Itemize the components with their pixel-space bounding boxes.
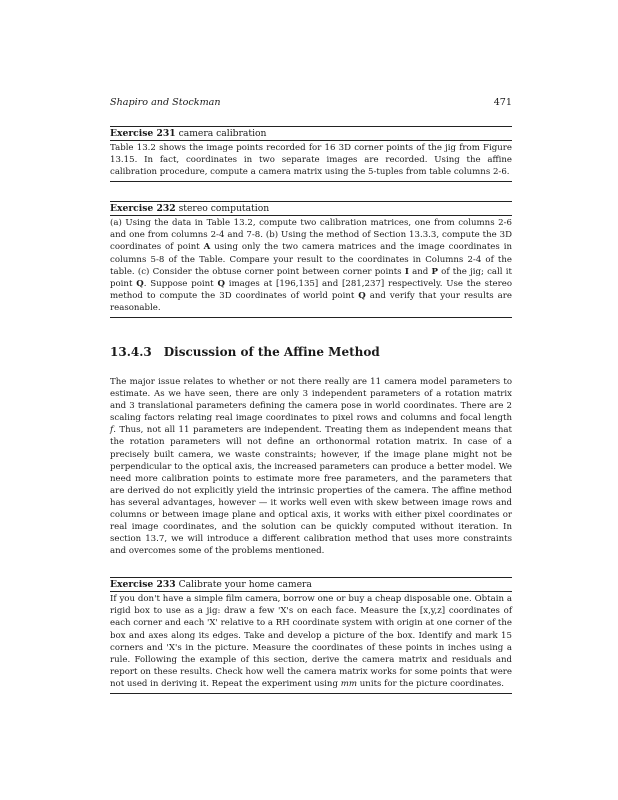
page-number: 471 bbox=[493, 97, 512, 108]
bold-term: A bbox=[203, 242, 211, 253]
text-run: using only the two camera matrices and the image coordinates in columns 5-8 of the Table. Compare your result to the coordinates in Columns 2-4 of the table. (c) Consider the obtuse corner point between corner points bbox=[110, 242, 512, 277]
text-run: . Suppose point bbox=[143, 279, 218, 290]
exercise-title bbox=[110, 202, 512, 214]
discussion-paragraph bbox=[110, 376, 512, 557]
exercise-title bbox=[110, 578, 512, 590]
bold-term: Q bbox=[358, 291, 366, 302]
text-run: (a) Using the data in Table 13.2, compute two calibration matrices, one from columns 2-6 and one from columns 2-4 and 7-8. (b) Using the method of Section 13.3.3, compute the 3D coordinates of point bbox=[110, 218, 512, 253]
exercise-body bbox=[110, 217, 512, 315]
text-run: and bbox=[408, 266, 432, 277]
text-run: units for the picture coordinates. bbox=[357, 679, 504, 690]
exercise-label: Exercise 232 bbox=[110, 203, 176, 214]
exercise-title-rule bbox=[110, 591, 512, 592]
exercise-label: Exercise 231 bbox=[110, 128, 176, 139]
exercise-body: Table 13.2 shows the image points recorded for 16 3D corner points of the jig from Figure 13.15. In fact, coordinates in two separate images are recorded. Using the affine calibration procedure, compute a camera matrix using the 5-tuples from table columns 2-6. bbox=[110, 143, 512, 178]
bold-term: P bbox=[431, 266, 438, 277]
italic-term: mm bbox=[340, 679, 358, 690]
section-title: Discussion of the Affine Method bbox=[163, 345, 380, 359]
exercise-title-rule bbox=[110, 140, 512, 141]
exercise-bottom-rule bbox=[110, 317, 512, 318]
running-head-authors: Shapiro and Stockman bbox=[110, 97, 221, 108]
exercise-label: Exercise 233 bbox=[110, 579, 176, 590]
exercise-title bbox=[110, 127, 512, 139]
exercise-title-rule bbox=[110, 215, 512, 216]
exercise-body bbox=[110, 593, 512, 691]
bold-term: Q bbox=[136, 279, 144, 290]
text-run: of the jig; call it point bbox=[110, 266, 512, 290]
text-run: If you don't have a simple film camera, borrow one or buy a cheap disposable one. Obtain a rigid box to use as a jig: draw a few 'X's on each face. Measure the [x,y,z] coordinates of each corner and each 'X' relative to a RH coordinate system with origin at one corner of the box and axes along its edges. Take and develop a picture of the box. Identify and mark 15 corners and 'X's in the picture. Measure the coordinates of these points in inches using a rule. Following the example of this section, derive the camera matrix and residuals and report on these results. Check how well the camera matrix works for some points that were not used in deriving it. Repeat the experiment using bbox=[110, 594, 512, 690]
bold-term: Q bbox=[217, 279, 225, 290]
text-run: . Thus, not all 11 parameters are independent. Treating them as independent means that the rotation parameters will not define an orthonormal rotation matrix. In case of a precisely built camera, we waste constraints; however, if the image plane might not be perpendicular to the optical axis, the increased parameters can produce a better model. We need more calibration points to estimate more free parameters, and the parameters that are derived do not explicitly yield the intrinsic properties of the camera. The affine method has several advantages, however — it works well even with skew between image rows and columns or between image plane and optical axis, it works with either pixel coordinates or real image coordinates, and the solution can be quickly computed without iteration. In section 13.7, we will introduce a different calibration method that uses more constraints and overcomes some of the problems mentioned. bbox=[110, 425, 512, 557]
exercise-231 bbox=[110, 126, 512, 182]
running-head bbox=[110, 97, 512, 109]
exercise-232 bbox=[110, 201, 512, 318]
text-run: and verify that your results are reasonable. bbox=[110, 291, 512, 314]
text-run: The major issue relates to whether or not there really are 11 camera model parameters to estimate. As we have seen, there are only 3 independent parameters of a rotation matrix and 3 translational parameters defining the camera pose in world coordinates. There are 2 scaling factors relating real image coordinates to pixel rows and columns and focal length bbox=[110, 377, 512, 424]
exercise-topic: stereo computation bbox=[178, 203, 270, 214]
exercise-233 bbox=[110, 577, 512, 694]
exercise-bottom-rule bbox=[110, 693, 512, 694]
section-number: 13.4.3 bbox=[110, 345, 152, 359]
exercise-bottom-rule bbox=[110, 181, 512, 182]
exercise-topic: Calibrate your home camera bbox=[178, 579, 312, 590]
section-heading bbox=[110, 345, 512, 359]
bold-term: I bbox=[404, 266, 409, 277]
exercise-topic: camera calibration bbox=[178, 128, 267, 139]
text-run: images at [196,135] and [281,237] respectively. Use the stereo method to compute the 3D coordinates of world point bbox=[110, 279, 513, 302]
italic-term: f bbox=[110, 425, 114, 436]
